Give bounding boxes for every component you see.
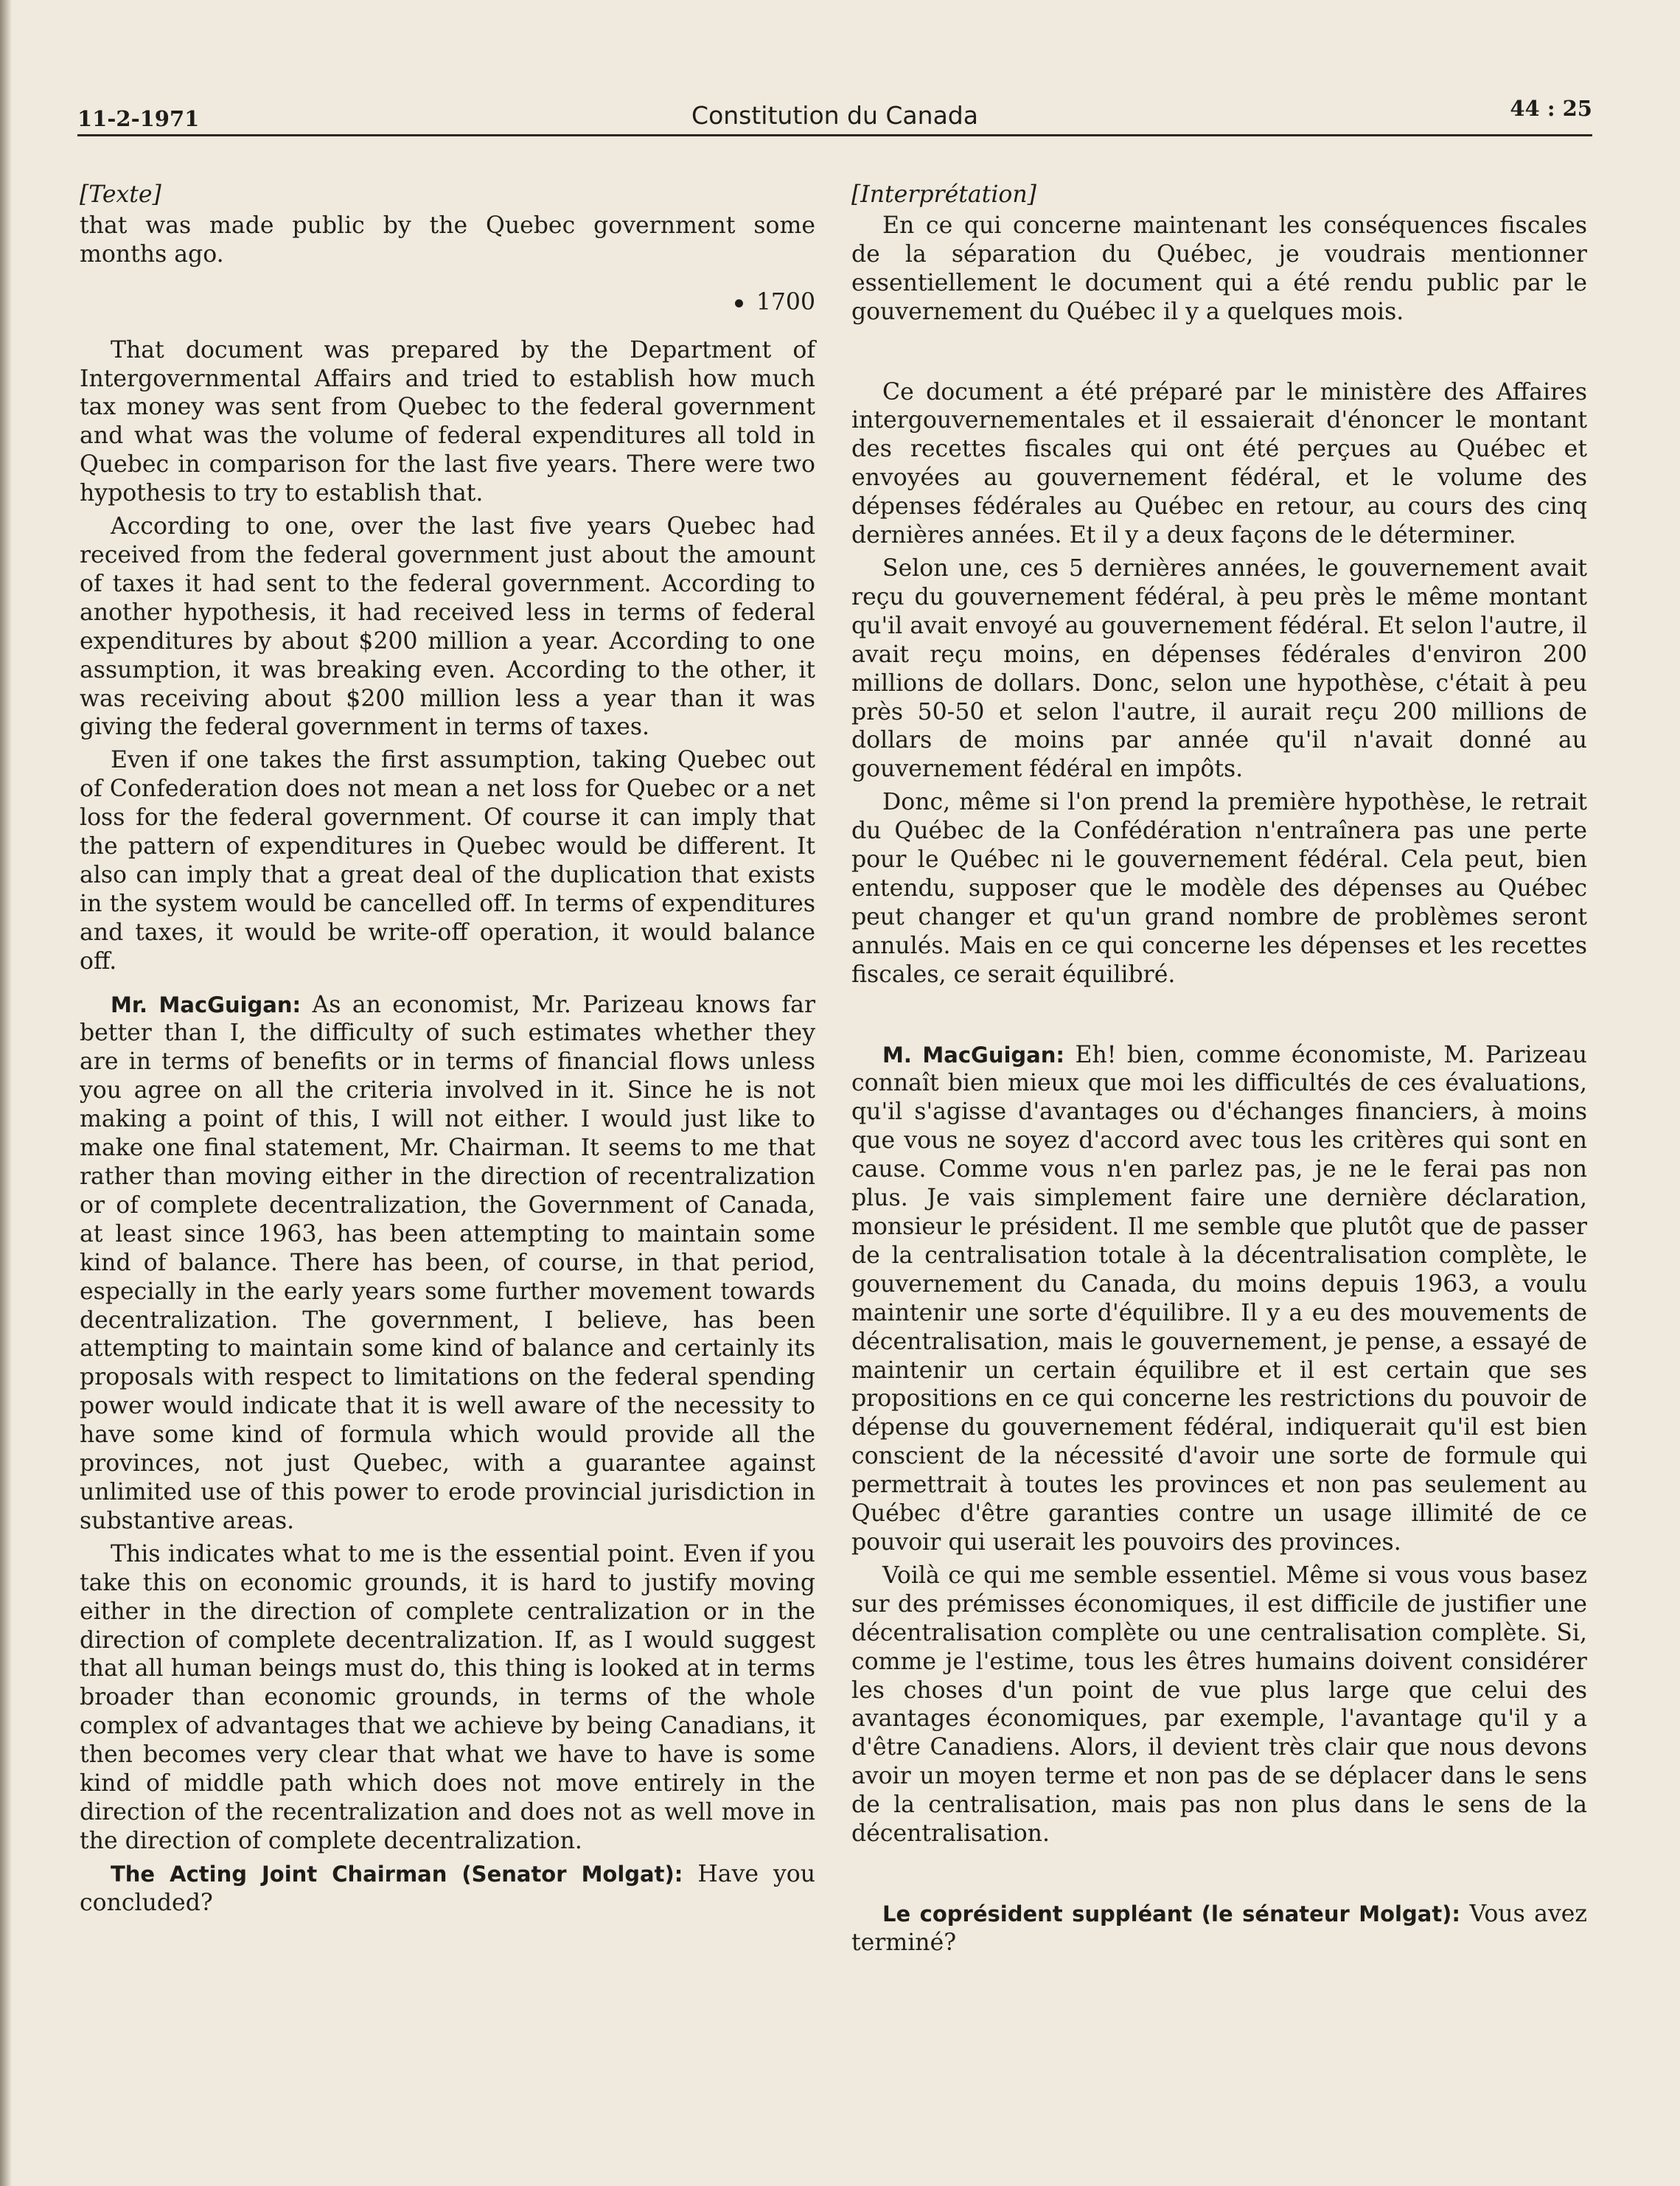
paragraph: Ce document a été préparé par le ministère des Affaires intergouvernementales et il essaierait d'énoncer le montant des recettes fiscales qui ont été perçues au Québec et envoyées au gouvernement fédéral, et le volume des dépenses fédérales au Québec en retour, au cours des cinq dernières années. Et il y a deux façons de le déterminer. [851, 378, 1587, 549]
english-column [80, 181, 815, 1918]
speaker-name: The Acting Joint Chairman (Senator Molgat): [111, 1861, 683, 1887]
language-tag: [Interprétation] [851, 181, 1036, 208]
speech-text: Vous avez terminé? [851, 1900, 1587, 1956]
language-tag: [Texte] [80, 181, 161, 208]
french-column [851, 181, 1587, 1957]
timestamp-value: 1700 [756, 288, 815, 316]
paragraph: According to one, over the last five years Quebec had received from the federal government just about the amount of taxes it had sent to the federal government. According to another hypothesis, it had received less in terms of federal expenditures by about $200 million a year. According to one assumption, it was breaking even. According to the other, it was receiving about $200 million less a year than it was giving the federal government in terms of taxes. [80, 513, 815, 741]
paragraph: En ce qui concerne maintenant les conséquences fiscales de la séparation du Québec, je voudrais mentionner essentiellement le document qui a été rendu public par le gouvernement du Québec il y a quelques mois. [851, 212, 1587, 325]
speech-text: Have you concluded? [80, 1860, 816, 1916]
speaker-paragraph [80, 1860, 815, 1918]
speaker-paragraph [80, 991, 815, 1536]
header-date: 11-2-1971 [77, 106, 200, 131]
speech-text: Eh! bien, comme économiste, M. Parizeau connaît bien mieux que moi les difficultés de ces évaluations, qu'il s'agisse d'avantages ou d'échanges financiers, à moins que vous ne soyez d'accord avec tous les critères qui sont en cause. Comme vous n'en parlez pas, je ne le ferai pas non plus. Je vais simplement faire une dernière déclaration, monsieur le président. Il me semble que plutôt que de passer de la centralisation totale à la décentralisation complète, le gouvernement du Canada, du moins depuis 1963, a voulu maintenir une sorte d'équilibre. Il y a eu des mouvements de décentralisation, mais le gouvernement, je pense, a essayé de maintenir un certain équilibre et il est certain que ses propositions en ce qui concerne les restrictions du pouvoir de dépense du gouvernement fédéral, indiquerait qu'il est bien conscient de la nécessité d'avoir une sorte de formule qui permettrait à toutes les provinces et non pas seulement au Québec d'être garanties contre un usage illimité de ce pouvoir qui userait les pouvoirs des provinces. [851, 1041, 1587, 1556]
paragraph: That document was prepared by the Department of Intergovernmental Affairs and tried to establish how much tax money was sent from Quebec to the federal government and what was the volume of federal expenditures all told in Quebec in comparison for the last five years. There were two hypothesis to try to establish that. [80, 336, 815, 507]
speech-text: As an economist, Mr. Parizeau knows far better than I, the difficulty of such estimates whether they are in terms of benefits or in terms of financial flows unless you agree on all the criteria involved in it. Since he is not making a point of this, I will not either. I would just like to make one final statement, Mr. Chairman. It seems to me that rather than moving either in the direction of recentralization or of complete decentralization, the Government of Canada, at least since 1963, has been attempting to maintain some kind of balance. There has been, of course, in that period, especially in the early years some further movement towards decentralization. The government, I believe, has been attempting to maintain some kind of balance and certainly its proposals with respect to limitations on the federal spending power would indicate that it is well aware of the necessity to have some kind of formula which would provide all the provinces, not just Quebec, with a guarantee against unlimited use of this power to erode provincial jurisdiction in substantive areas. [80, 991, 816, 1534]
page-header [77, 83, 1592, 136]
speaker-name: M. MacGuigan: [882, 1042, 1064, 1068]
paragraph: Selon une, ces 5 dernières années, le gouvernement avait reçu du gouvernement fédéral, à peu près le même montant qu'il avait envoyé au gouvernement fédéral. Et selon l'autre, il avait reçu moins, en dépenses fédérales d'environ 200 millions de dollars. Donc, selon une hypothèse, c'était à peu près 50-50 et selon l'autre, il aurait reçu 200 millions de dollars de moins par année qu'il n'avait donné au gouvernement fédéral en impôts. [851, 554, 1587, 783]
speaker-paragraph [851, 1041, 1587, 1557]
speaker-name: Le coprésident suppléant (le sénateur Molgat): [882, 1901, 1461, 1926]
header-title: Constitution du Canada [691, 101, 978, 130]
speaker-name: Mr. MacGuigan: [111, 992, 302, 1017]
paragraph: Voilà ce qui me semble essentiel. Même si vous vous basez sur des prémisses économiques, il est difficile de justifier une décentralisation complète ou une centralisation complète. Si, comme je l'estime, tous les êtres humains doivent considérer les choses d'un point de vue plus large que celui des avantages économiques, par exemple, l'avantage qu'il y a d'être Canadiens. Alors, il devient très clair que nous devons avoir un moyen terme et non pas de se déplacer dans le sens de la centralisation, mais pas non plus dans le sens de la décentralisation. [851, 1562, 1587, 1848]
paragraph: This indicates what to me is the essential point. Even if you take this on economic grounds, it is hard to justify moving either in the direction of complete centralization or in the direction of complete decentralization. If, as I would suggest that all human beings must do, this thing is looked at in terms broader than economic grounds, in terms of the whole complex of advantages that we achieve by being Canadians, it then becomes very clear that what we have to have is some kind of middle path which does not move entirely in the direction of the recentralization and does not as well move in the direction of complete decentralization. [80, 1540, 815, 1854]
paragraph: that was made public by the Quebec government some months ago. [80, 212, 815, 268]
timestamp-marker [80, 288, 815, 317]
paragraph: Donc, même si l'on prend la première hypothèse, le retrait du Québec de la Confédération n'entraînera pas une perte pour le Québec ni le gouvernement fédéral. Cela peut, bien entendu, supposer que le modèle des dépenses au Québec peut changer et qu'un grand nombre de problèmes seront annulés. Mais en ce qui concerne les dépenses et les recettes fiscales, ce serait équilibré. [851, 789, 1587, 988]
bullet-icon [735, 299, 743, 307]
header-page-number: 44 : 25 [1510, 96, 1592, 121]
paragraph: Even if one takes the first assumption, taking Quebec out of Confederation does not mean a net loss for Quebec or a net loss for the federal government. Of course it can imply that the pattern of expenditures in Quebec would be different. It also can imply that a great deal of the duplication that exists in the system would be cancelled off. In terms of expenditures and taxes, it would be write-off operation, it would balance off. [80, 747, 815, 975]
speaker-paragraph [851, 1900, 1587, 1957]
page-edge-shadow [0, 0, 12, 2186]
